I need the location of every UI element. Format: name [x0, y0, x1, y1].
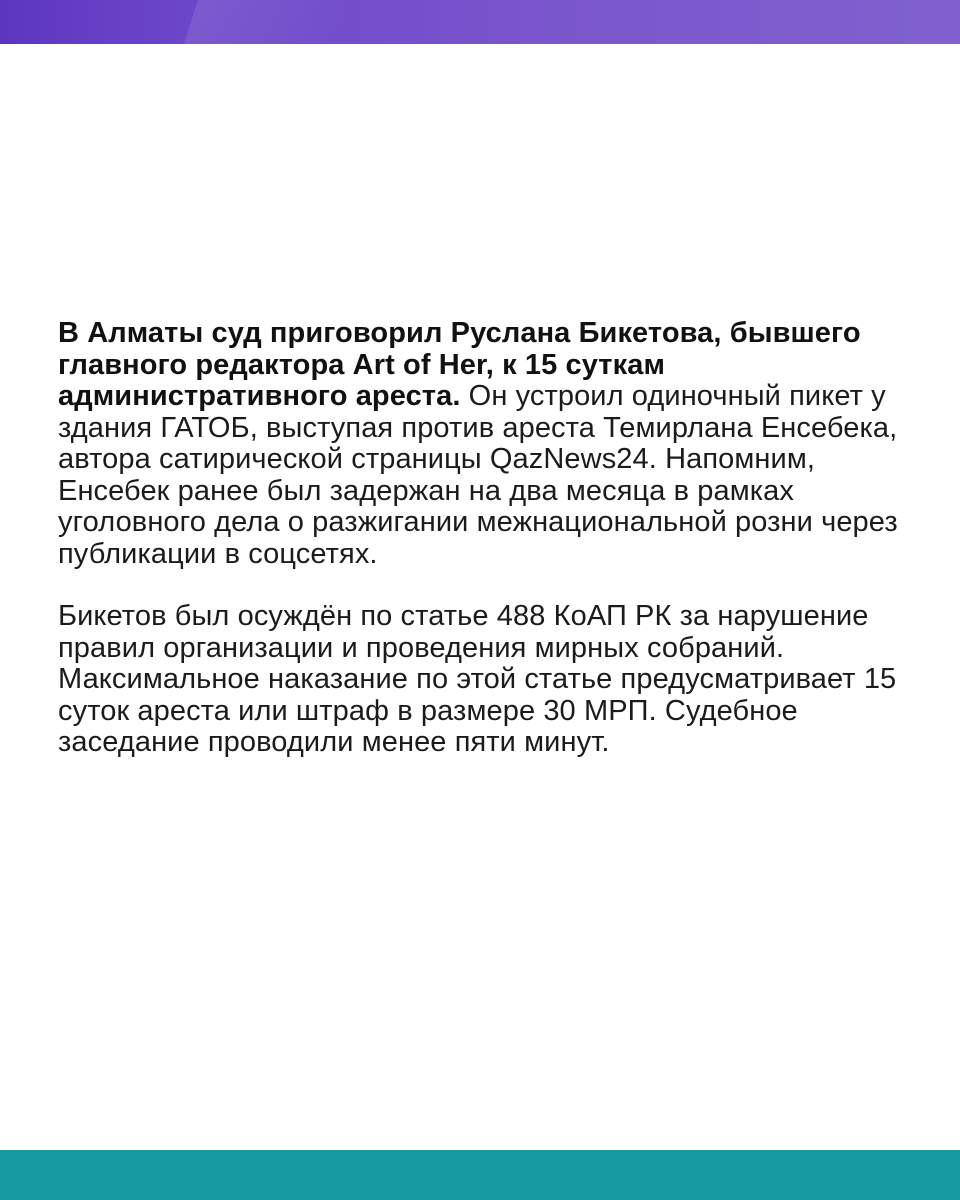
band-sheen — [172, 0, 368, 44]
lead-sentence: В Алматы суд приговорил Руслана Бикетова, бывшего главного редактора Art of Her, к 15 суткам административного ареста. — [58, 317, 861, 412]
paragraph-2: Бикетов был осуждён по статье 488 КоАП РК за нарушение правил организации и проведения мирных собраний. Максимальное наказание по этой статье предусматривает 15 суток ареста или штраф в размере 30 МРП. Судебное заседание проводили менее пяти минут. — [58, 600, 897, 758]
bottom-teal-band — [0, 1150, 960, 1200]
paragraph-1-body: Он устроил одиночный пикет у здания ГАТОБ, выступая против ареста Темирлана Енсебека, автора сатирической страницы QazNews24. Напомним, Енсебек ранее был задержан на два месяца в рамках уголовного дела о разжигании межнациональной розни через публикации в соцсетях. — [58, 380, 898, 570]
top-gradient-band — [0, 0, 960, 44]
article-text — [58, 318, 918, 759]
paragraph-1 — [58, 318, 918, 570]
